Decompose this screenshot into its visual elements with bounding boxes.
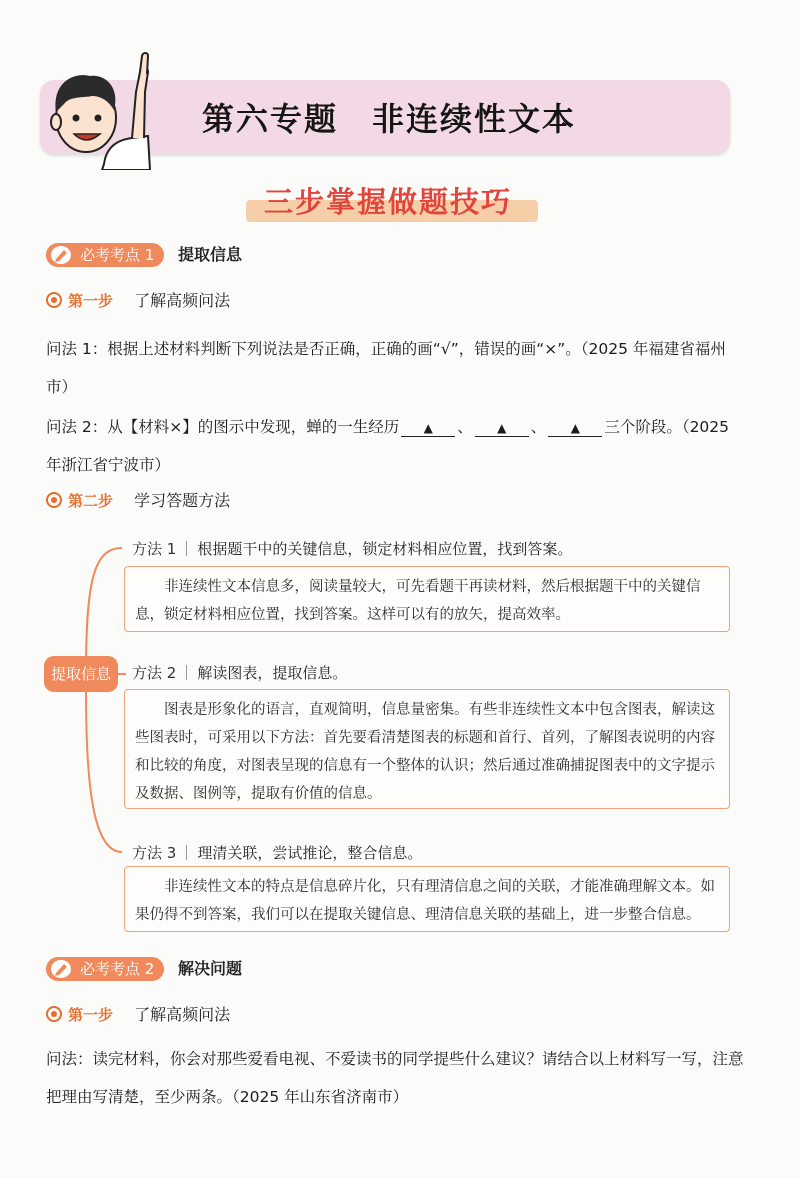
method-text: 图表是形象化的语言，直观简明，信息量密集。有些非连续性文本中包含图表，解读这些图表时，可采用以下方法：首先要看清楚图表的标题和首行、首列，了解图表说明的内容和比较的角度，对图表呈现的信息有一个整体的认识；然后通过准确捕捉图表中的文字提示及数据、图例等，提取有价值的信息。 (135, 702, 715, 802)
blank-separator: 、 (457, 418, 473, 436)
mindmap-hub: 提取信息 (44, 656, 118, 692)
method-text: 非连续性文本信息多，阅读量较大，可先看题干再读材料，然后根据题干中的关键信息，锁定材料相应位置，找到答案。这样可以有的放矢，提高效率。 (135, 579, 701, 623)
question-2-tail: 三个阶段。（2025 年浙江省宁波市） (46, 418, 730, 474)
point2-step1-heading (46, 1004, 230, 1026)
method-text: 非连续性文本的特点是信息碎片化，只有理清信息之间的关联，才能准确理解文本。如果仍得不到答案，我们可以在提取关键信息、理清信息关联的基础上，进一步整合信息。 (135, 879, 715, 923)
target-icon (46, 492, 62, 508)
point1-title: 提取信息 (178, 245, 243, 264)
method-description: 理清关联，尝试推论，整合信息。 (197, 844, 423, 862)
method-2-box (124, 689, 730, 809)
blank-separator: 、 (530, 418, 547, 436)
method-label: 方法 3 (132, 844, 177, 862)
method-description: 解读图表，提取信息。 (197, 664, 348, 682)
question-1: 问法 1：根据上述材料判断下列说法是否正确，正确的画“√”，错误的画“×”。（2025 年福建省福州市） (46, 340, 726, 396)
point1-step1-heading (46, 290, 230, 312)
method-label: 方法 1 (132, 540, 177, 558)
point1-step2-heading (46, 490, 230, 512)
point2-question: 问法：读完材料，你会对那些爱看电视、不爱读书的同学提些什么建议？请结合以上材料写一写，注意把理由写清楚，至少两条。（2025 年山东省济南市） (46, 1050, 744, 1106)
target-icon (46, 292, 62, 308)
method-divider (186, 845, 187, 860)
method-divider (186, 541, 187, 556)
point2-title: 解决问题 (178, 959, 243, 978)
pencil-note-icon (50, 245, 72, 265)
step-label: 第二步 (68, 492, 114, 510)
method-label: 方法 2 (132, 664, 177, 682)
step-label: 第一步 (68, 1006, 114, 1024)
point2-tag-label: 必考考点 2 (80, 960, 155, 978)
subtitle: 三步掌握做题技巧 (263, 185, 512, 219)
pencil-note-icon (50, 959, 72, 979)
question-2 (46, 408, 736, 484)
method-3-box (124, 866, 730, 932)
answer-blank: ▲ (475, 420, 529, 437)
mascot-boy-illustration (44, 52, 154, 170)
point2-tag (46, 957, 164, 981)
target-icon (46, 1006, 62, 1022)
step-title: 学习答题方法 (134, 491, 231, 510)
step-title: 了解高频问法 (134, 1005, 231, 1024)
question-2-text: 问法 2：从【材料×】的图示中发现，蝉的一生经历 (46, 418, 400, 436)
page-title: 第六专题 非连续性文本 (202, 100, 577, 138)
method-1-box (124, 566, 730, 632)
method-description: 根据题干中的关键信息，锁定材料相应位置，找到答案。 (197, 540, 573, 558)
point1-tag-label: 必考考点 1 (80, 246, 155, 264)
method-1-heading (132, 538, 572, 560)
answer-blank: ▲ (548, 420, 602, 437)
answer-blank: ▲ (401, 420, 455, 437)
step-title: 了解高频问法 (134, 291, 231, 310)
point1-tag (46, 243, 164, 267)
method-2-heading (132, 662, 347, 684)
method-divider (186, 665, 187, 680)
method-3-heading (132, 842, 422, 864)
step-label: 第一步 (68, 292, 114, 310)
subtitle-block (238, 180, 538, 230)
